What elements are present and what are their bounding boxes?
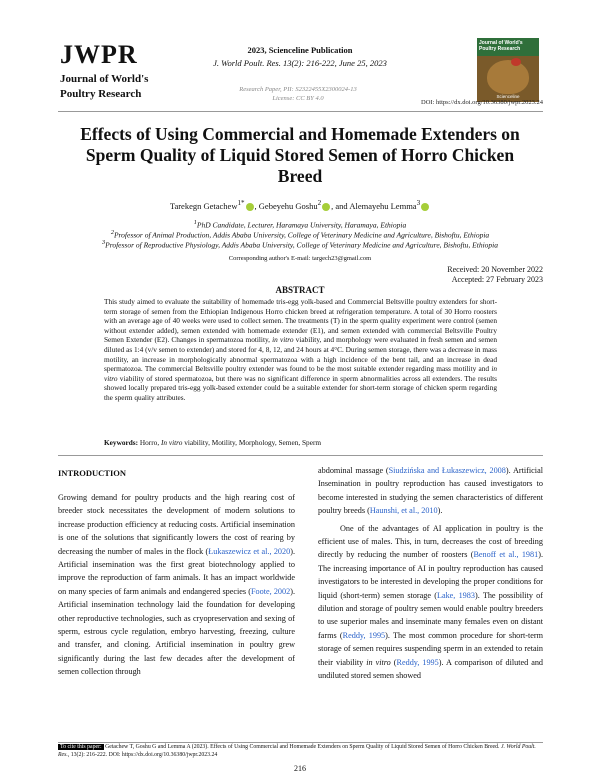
title-line: Sperm Quality of Liquid Stored Semen of Horro Chicken <box>85 145 515 165</box>
affil-num: 2 <box>110 229 114 236</box>
title-line: Effects of Using Commercial and Homemade Extenders on <box>80 124 520 144</box>
text-part: ). Artificial insemination technology laid the foundation for developing other reproductive technologies, such as cryopreservation and sexing of sperm, estrous cycle regulation, embryo harvesting, freezing, culture and transfer, and cloning. Artificial insemination in poultry grew significantly during the last few decades after the development of semen collection through <box>58 586 295 677</box>
text-italic: in vitro <box>366 657 391 667</box>
author-mark: 2 <box>317 199 322 207</box>
citation-line: J. World Poult. Res. 13(2): 216-222, June 25, 2023 <box>213 58 387 68</box>
affiliation <box>55 229 545 240</box>
cite-label: To cite this paper: <box>60 744 102 750</box>
text-part: Growing demand for poultry products and the high rearing cost of breeder stock necessitates the development of modern solutions to increase production efficiency at reducing costs. Artificial insemination is one of the solutions that significantly lowers the cost of rearing by decreasing the number of males in the flock ( <box>58 493 295 556</box>
paragraph <box>318 464 543 518</box>
author-mark: 1* <box>237 199 245 207</box>
abstract-part: viability of stored spermatozoa, but there was no significant difference in sperm abnormalities across all extenders. The results showed locally prepared tris-egg yolk-based extender could be a suitable extender for short-term storage of chicken sperm regarding the sperm quality attributes. <box>104 373 497 402</box>
cite-text: 13(2): 216-222. DOI: https://dx.doi.org/10.36380/jwpr.2023.24 <box>70 752 218 758</box>
citation-link[interactable]: Łukaszewicz et al., 2020 <box>208 546 291 556</box>
chicken-icon <box>487 60 529 94</box>
keywords-part: viability, Motility, Morphology, Semen, Sperm <box>184 438 322 447</box>
text-part: One of the advantages of AI application in poultry is the efficient use of males. This, in turn, decreases the cost of breeding directly by reducing the number of roosters ( <box>318 523 543 560</box>
keywords <box>104 438 497 447</box>
page-number: 216 <box>294 764 306 773</box>
citation-link[interactable]: Haunshi, et al., 2010 <box>369 506 438 516</box>
citation-link[interactable]: Foote, 2002 <box>251 586 291 596</box>
affil-text: PhD Candidate, Lecturer, Haramaya University, Haramaya, Ethiopia <box>196 220 407 230</box>
text-part: ). A comparison of diluted and undiluted stored semen showed <box>318 657 544 681</box>
citation-footer <box>58 743 543 759</box>
abstract-text <box>104 297 497 403</box>
issue-info <box>190 44 410 70</box>
journal-short-name: JWPR <box>60 40 138 69</box>
paper-meta <box>222 85 374 103</box>
paper-id: Research Paper, PII: S2322455X2300024-13 <box>239 86 357 93</box>
license: License: CC BY 4.0 <box>272 95 324 102</box>
affiliation <box>55 239 545 250</box>
affil-num: 3 <box>102 239 106 246</box>
corresponding-email: Corresponding author's E-mail: targech23@gmail.com <box>228 255 372 262</box>
author-name: Gebeyehu Goshu <box>258 200 318 211</box>
text-part: ). Artificial insemination was the first great biotechnology applied to improve the reproduction of farm animals. It has an impact worldwide on many species of farm animals and endangered species ( <box>58 546 295 596</box>
author-name: Alemayehu Lemma <box>349 200 417 211</box>
text-part: ). Artificial Insemination in poultry reproduction has caused investigators to become interested in studying the semen characteristics of different poultry breeds ( <box>318 466 543 516</box>
cite-text: Getachew T, Goshu G and Lemma A (2023). Effects of Using Commercial and Homemade Extenders on Sperm Quality of Liquid Stored Semen of Horro Chicken Breed. <box>105 744 500 750</box>
citation-link[interactable]: Siudzińska and Łukaszewicz, 2008 <box>388 466 506 475</box>
abstract-part: This study aimed to evaluate the suitability of homemade tris-egg yolk-based and Commercial Beltsville poultry extenders for short-term storage of semen from the Ethiopian Indigenous Horro chicken breed at refrigeration temperature. A total of 30 Horro roosters with an average age of 40 weeks were used to collect semen. The treatments (T) in the sperm quality experiment were control (semen without extender added), semen extended with homemade extender (E1), and semen extended with commercial Beltsville Poultry Semen Extender (E2). Changes in spermatozoa motility, <box>104 297 497 345</box>
author-name: Tarekegn Getachew <box>169 200 238 211</box>
title-line: Breed <box>277 166 323 186</box>
header-divider <box>58 111 543 112</box>
publisher-line: 2023, Scienceline Publication <box>247 45 353 55</box>
citation-link[interactable]: Benoff et al., 1981 <box>473 550 539 560</box>
doi-link[interactable]: DOI: https://dx.doi.org/10.36380/jwpr.2023.24 <box>421 99 543 106</box>
abstract-part: viability, and morphology were evaluated in fresh semen and semen diluted as 1:4 (v/v semen to extender) and stored for 4, 8, 12, and 24 hours at 4°C. During semen storage, there was a decrease in mass motility, an increase in morphologically abnormal spermatozoa with a high incidence of the bent tail, and an increase in dead spermatozoa. The commercial Beltsville poultry extender was found to be the most suitable extender regarding mass motility and <box>104 335 498 374</box>
text-part: ). The possibility of dilution and storage of poultry semen would enable poultry breeders to use superior males and inseminate many females even on distant farms ( <box>318 590 543 640</box>
cover-title: Journal of World's Poultry Research <box>479 40 523 52</box>
text-part: abdominal massage ( <box>318 466 389 475</box>
keywords-italic: In vitro <box>160 438 183 447</box>
cover-sub: Scienceline <box>496 94 520 99</box>
intro-column-left <box>58 491 295 679</box>
citation-link[interactable]: Lake, 1983 <box>436 590 475 600</box>
affil-num: 1 <box>193 219 197 226</box>
keywords-label: Keywords: <box>104 438 139 447</box>
author-mark: 3 <box>416 199 421 207</box>
abstract-italic: in vitro <box>104 364 497 383</box>
author-separator: , and <box>331 200 348 211</box>
text-part: ( <box>393 657 397 667</box>
orcid-icon[interactable] <box>322 203 330 211</box>
journal-name-line1: Journal of World's <box>60 73 149 85</box>
orcid-icon[interactable] <box>246 203 254 211</box>
abstract-italic: in vitro <box>272 335 294 345</box>
citation-link[interactable]: Reddy, 1995 <box>342 630 386 640</box>
affil-text: Professor of Animal Production, Addis Ababa University, College of Veterinary Medicine and Agriculture, Bishoftu, Ethiopia <box>113 230 490 240</box>
abstract-heading: ABSTRACT <box>275 285 325 295</box>
text-part: ). The most common procedure for short-term storage of semen requires suspending sperm in an extended to retain their viability <box>318 630 544 667</box>
journal-cover-image <box>477 38 539 102</box>
journal-name-line2: Poultry Research <box>60 88 142 100</box>
introduction-heading: INTRODUCTION <box>58 468 127 478</box>
article-title <box>55 124 545 187</box>
accepted-date: Accepted: 27 February 2023 <box>451 275 543 284</box>
abstract-divider <box>58 455 543 456</box>
journal-logo <box>60 42 175 107</box>
paragraph <box>318 522 543 683</box>
intro-column-right <box>318 464 543 683</box>
author-list: Tarekegn Getachew$^{1*}$ , Gebeyehu Goshu$^2$ , and Alemayehu Lemma$^3$ <box>60 199 540 211</box>
text-part: ). The increasing importance of AI in poultry reproduction has caused investigators to be interested in developing the proper conditions for liquid (short-term) semen storage ( <box>318 550 543 600</box>
received-date: Received: 20 November 2022 <box>447 265 543 274</box>
text-part: ). <box>437 506 443 516</box>
citation-link[interactable]: Reddy, 1995 <box>396 657 439 667</box>
affiliation <box>55 219 545 230</box>
affil-text: Professor of Reproductive Physiology, Addis Ababa University, College of Veterinary Medicine and Agriculture, Bishoftu, Ethiopia <box>105 240 498 250</box>
keywords-part: Horro, <box>139 438 160 447</box>
cite-journal: J. World Poult. Res., <box>58 744 536 758</box>
orcid-icon[interactable] <box>421 203 429 211</box>
